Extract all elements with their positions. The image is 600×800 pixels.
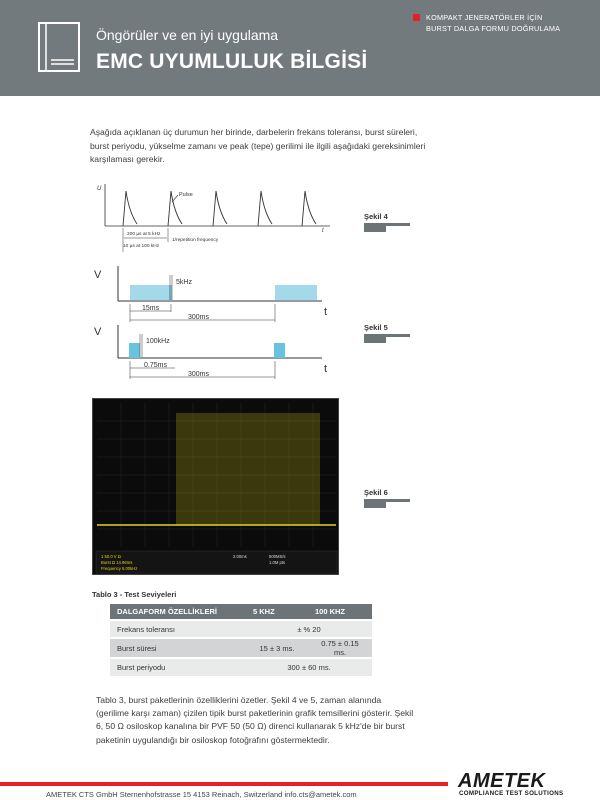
fig5-top-burst-2 (276, 285, 316, 300)
intro-paragraph: Aşağıda açıklanan üç durumun her birinde, darbelerin frekans toleransı, burst süreleri, burst periyodu, yükselme zamanı ve peak (tepe) gerilimi ile ilgili aşağıdaki gereksinimleri karşılaması gerekir. (90, 127, 426, 165)
footer-address: AMETEK CTS GmbH Sternenhofstrasse 15 4153 Reinach, Switzerland info.cts@ametek.com (46, 790, 357, 799)
table-row (110, 620, 372, 638)
figure-5-bottom-diagram (94, 325, 327, 379)
fig5-top-t-label: t (324, 306, 328, 318)
figure-4-label: Şekil 4 (364, 212, 388, 221)
fig5-top-burst-1 (131, 285, 171, 300)
company-logo: AMETEK (458, 770, 546, 792)
scope-timebase-readout: 2.00ms (233, 554, 247, 559)
figure-5-bar-icon (364, 334, 410, 343)
table-cell: ± % 20 (246, 620, 372, 638)
fig4-t-label: t (322, 228, 324, 234)
table-caption: Tablo 3 - Test Seviyeleri (92, 590, 177, 599)
table-cell: Frekans toleransı (110, 620, 246, 638)
scope-frequency-readout: Frequency 5.00kHz (101, 566, 138, 571)
table-row (110, 638, 372, 658)
figure-5-top-diagram (94, 266, 327, 322)
fig5-top-period-label: 300ms (188, 314, 210, 321)
header-topic-line1: KOMPAKT JENERATÖRLER İÇİN (426, 13, 543, 22)
figure-6-label: Şekil 6 (364, 488, 388, 497)
figure-4-diagram (97, 184, 330, 252)
footer-accent-line (0, 782, 448, 786)
fig5-top-freq-label: 5kHz (176, 279, 192, 286)
fig4-pulses (123, 191, 316, 226)
fig5-bot-burst-1 (129, 343, 140, 358)
fig5-bot-v-label: V (94, 326, 102, 338)
fig4-dim3-label: 1/repetition frequency (172, 238, 219, 243)
summary-paragraph: Tablo 3, burst paketlerinin özelliklerini özetler. Şekil 4 ve 5, zaman alanında (gerilime karşı zaman) çizilen tipik burst paketlerinin grafik temsillerini gösterir. Şekil 6, 50 Ω osiloskop kanalına bir PVF 50 (50 Ω) direnci kullanarak 5 kHz'de bir burst paketinin uygulandığı bir osiloskop fotoğrafını göstermektedir. (96, 695, 414, 745)
company-logo-tagline: COMPLIANCE TEST SOLUTIONS (459, 790, 564, 797)
fig5-top-dur-label: 15ms (142, 305, 160, 312)
table-header-cell: DALGAFORM ÖZELLİKLERİ (110, 604, 246, 620)
table-cell: Burst periyodu (110, 658, 246, 676)
table-row (110, 658, 372, 676)
fig4-pulse-pointer (172, 195, 178, 202)
scope-samplerate-readout: 500MS/s (269, 554, 286, 559)
header-subtitle: Öngörüler ve en iyi uygulama (96, 27, 279, 43)
fig4-dim1-label: 200 µs at 5 kHz (127, 232, 161, 237)
table-header-cell: 5 KHZ (246, 604, 308, 620)
fig5-bot-t-label: t (324, 363, 328, 375)
scope-channel-readout: 1 50.0 V Ω (101, 554, 121, 559)
fig5-top-v-label: V (94, 269, 102, 281)
oscilloscope-screen (93, 399, 339, 575)
fig4-dim2-label: 10 µs at 100 kHz (123, 244, 160, 249)
fig5-bot-burst-2 (274, 343, 285, 358)
page-title: EMC UYUMLULUK BİLGİSİ (96, 50, 368, 73)
table-cell: 15 ± 3 ms. (246, 638, 308, 658)
table-header-cell: 100 KHZ (308, 604, 372, 620)
table-cell: 300 ± 60 ms. (246, 658, 372, 676)
scope-record-readout: 1.0M pts (269, 560, 286, 565)
scope-burst-readout: Burst Ω 14.96ms (101, 560, 133, 565)
figure-6-bar-icon (364, 499, 410, 508)
table-header-row (110, 604, 372, 620)
table-cell: Burst süresi (110, 638, 246, 658)
figure-5-label: Şekil 5 (364, 323, 388, 332)
oscilloscope-photo (92, 398, 339, 575)
test-levels-table (110, 604, 372, 676)
fig4-u-label: U (97, 186, 102, 192)
fig5-bot-freq-label: 100kHz (146, 338, 170, 345)
figure-4-bar-icon (364, 223, 410, 232)
table-cell: 0.75 ± 0.15 ms. (308, 638, 372, 658)
fig4-pulse-label: Pulse (179, 192, 193, 198)
header-topic-line2: BURST DALGA FORMU DOĞRULAMA (426, 23, 561, 33)
fig5-bot-period-label: 300ms (188, 371, 210, 378)
fig5-bot-dur-label: 0.75ms (144, 362, 167, 369)
